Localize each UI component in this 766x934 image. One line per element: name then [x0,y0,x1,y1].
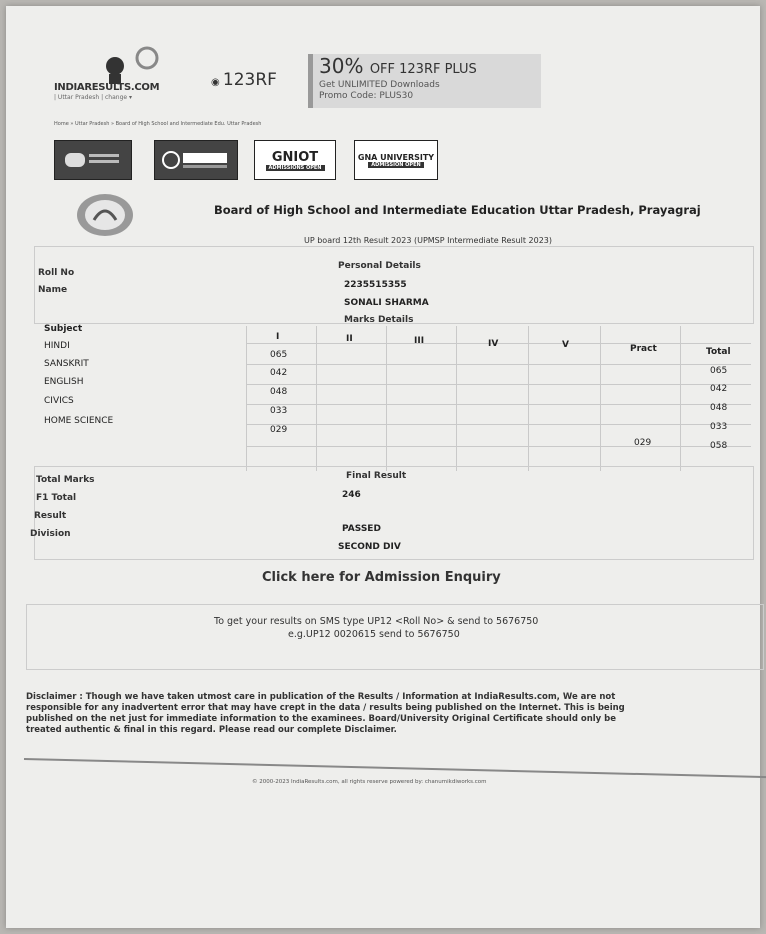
result-page [6,6,760,928]
gniot-sub: ADMISSIONS OPEN [266,165,325,171]
promo-code: Promo Code: PLUS30 [319,91,414,101]
gniot-name: GNIOT [271,149,319,165]
university-banner-gna[interactable] [354,140,438,180]
mark-i: 029 [270,425,288,435]
state-selector[interactable]: | Uttar Pradesh | change ▾ [54,94,132,101]
marks-table [34,326,752,471]
subject-name: HINDI [44,341,70,351]
f1-total-value: 246 [342,490,361,500]
sms-instruction: To get your results on SMS type UP12 <Roll No> & send to 5676750 [214,616,539,627]
subject-name: SANSKRIT [44,359,89,369]
indiaresults-logo-icon [101,46,161,86]
gna-name: GNA UNIVERSITY [357,152,435,162]
mark-i: 042 [270,368,288,378]
result-value: PASSED [342,524,381,534]
ad-logo[interactable] [211,70,277,90]
mark-total: 065 [710,366,728,376]
board-subtitle: UP board 12th Result 2023 (UPMSP Intermediate Result 2023) [304,236,553,245]
footer-divider [24,758,766,778]
university-logo-icon [161,149,231,171]
mark-total: 033 [710,422,728,432]
col-header-iv: IV [488,339,499,349]
university-banner-gniot[interactable] [254,140,336,180]
ad-logo-icon: ◉ [211,77,223,88]
gna-sub: ADMISSION OPEN [368,162,423,168]
promo-off: OFF 123RF PLUS [369,62,477,77]
board-title: Board of High School and Intermediate Education Uttar Pradesh, Prayagraj [214,203,701,217]
subject-name: CIVICS [44,396,74,406]
subject-header: Subject [44,324,83,334]
mark-pract: 029 [634,438,652,448]
promo-banner[interactable] [308,54,541,108]
subject-name: ENGLISH [44,377,84,387]
mark-i: 033 [270,406,288,416]
roll-value: 2235515355 [344,280,407,290]
copyright-text: © 2000-2023 IndiaResults.com, all rights reserve powered by: chanumikdiworks.com [252,779,487,785]
col-header-iii: III [414,336,425,346]
university-logo-icon [63,150,123,170]
mark-i: 048 [270,387,288,397]
final-heading: Final Result [346,471,407,481]
ad-logo-text: 123RF [222,70,277,90]
col-header-pract: Pract [630,344,657,354]
mark-total: 048 [710,403,728,413]
admission-enquiry-link[interactable]: Click here for Admission Enquiry [262,570,501,585]
promo-percent: 30% [319,54,364,78]
sms-example: e.g.UP12 0020615 send to 5676750 [288,629,460,640]
promo-line2: Get UNLIMITED Downloads [319,80,440,90]
division-label: Division [30,529,71,539]
col-header-i: I [276,332,280,342]
roll-label: Roll No [38,268,75,278]
subject-name: HOME SCIENCE [44,416,114,426]
brand-name[interactable]: INDIARESULTS.COM [54,82,160,93]
name-value: SONALI SHARMA [344,298,429,308]
up-board-emblem-icon [74,192,136,238]
total-marks-label: Total Marks [36,475,95,485]
division-value: SECOND DIV [338,542,401,552]
col-header-total: Total [706,347,731,357]
result-label: Result [34,511,67,521]
disclaimer-text: Disclaimer : Though we have taken utmost care in publication of the Results / Information at IndiaResults.com, We are not responsible for any inadvertent error that may have crept in the data / results being published on the Internet. This is being published on the net just for immediate information to the examinees. Board/University Original Certificate should only be treated authentic & final in this regard. Please read our complete Disclaimer. [26,692,625,735]
marks-heading: Marks Details [344,315,414,325]
mark-i: 065 [270,350,288,360]
university-banner-2[interactable] [154,140,238,180]
name-label: Name [38,285,68,295]
f1-total-label: F1 Total [36,493,77,503]
mark-total: 058 [710,441,728,451]
personal-heading: Personal Details [338,261,421,271]
breadcrumb[interactable]: Home » Uttar Pradesh » Board of High School and Intermediate Edu. Uttar Pradesh [54,121,262,127]
col-header-v: V [562,340,569,350]
col-header-ii: II [346,334,353,344]
mark-total: 042 [710,384,728,394]
university-banner-1[interactable] [54,140,132,180]
